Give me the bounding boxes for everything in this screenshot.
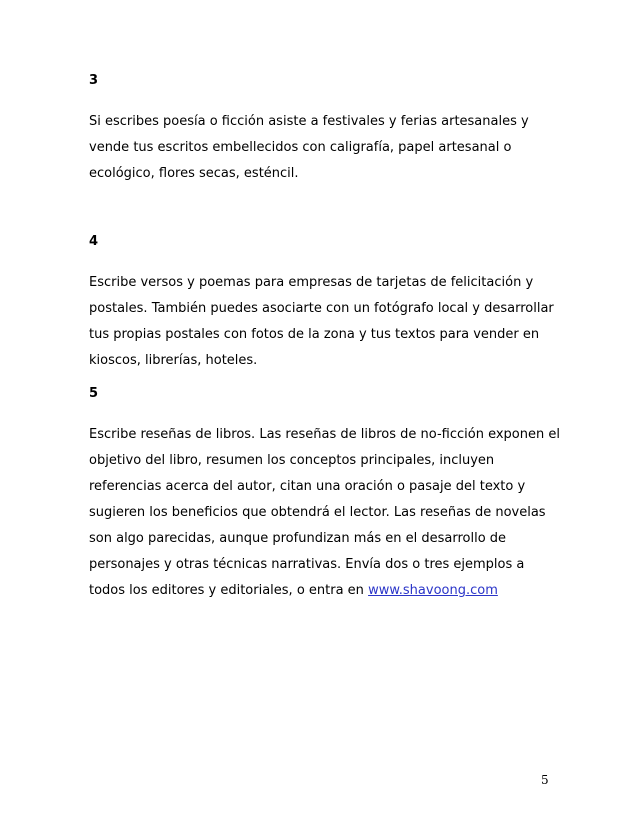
paragraph-line: ecológico, flores secas, esténcil. — [89, 166, 299, 181]
shavoong-link[interactable]: www.shavoong.com — [368, 583, 498, 598]
paragraph-line: sugieren los beneficios que obtendrá el lector. Las reseñas de novelas — [89, 505, 546, 520]
section-number: 3 — [89, 73, 99, 88]
paragraph-line-with-link — [89, 578, 559, 604]
paragraph-line: son algo parecidas, aunque profundizan más en el desarrollo de — [89, 531, 507, 546]
paragraph-line: postales. También puedes asociarte con un fotógrafo local y desarrollar — [89, 301, 554, 316]
paragraph-line: Escribe versos y poemas para empresas de tarjetas de felicitación y — [89, 275, 534, 290]
paragraph-line-text: todos los editores y editoriales, o entra en — [89, 583, 369, 598]
section-5 — [89, 386, 559, 604]
section-3 — [89, 73, 559, 187]
paragraph-line: tus propias postales con fotos de la zona y tus textos para vender en — [89, 327, 540, 342]
page-number: 5 — [541, 773, 549, 787]
paragraph-line: referencias acerca del autor, citan una oración o pasaje del texto y — [89, 479, 526, 494]
section-number: 5 — [89, 386, 99, 401]
section-number: 4 — [89, 234, 99, 249]
paragraph-line: vende tus escritos embellecidos con caligrafía, papel artesanal o — [89, 140, 512, 155]
section-4 — [89, 234, 559, 374]
section-paragraph — [89, 422, 559, 604]
paragraph-line: kioscos, librerías, hoteles. — [89, 353, 258, 368]
section-paragraph — [89, 109, 559, 187]
paragraph-line: Escribe reseñas de libros. Las reseñas de libros de no-ficción exponen el — [89, 427, 560, 442]
paragraph-line: objetivo del libro, resumen los conceptos principales, incluyen — [89, 453, 495, 468]
paragraph-line: personajes y otras técnicas narrativas. Envía dos o tres ejemplos a — [89, 557, 525, 572]
section-paragraph — [89, 270, 559, 374]
paragraph-line: Si escribes poesía o ficción asiste a festivales y ferias artesanales y — [89, 114, 529, 129]
